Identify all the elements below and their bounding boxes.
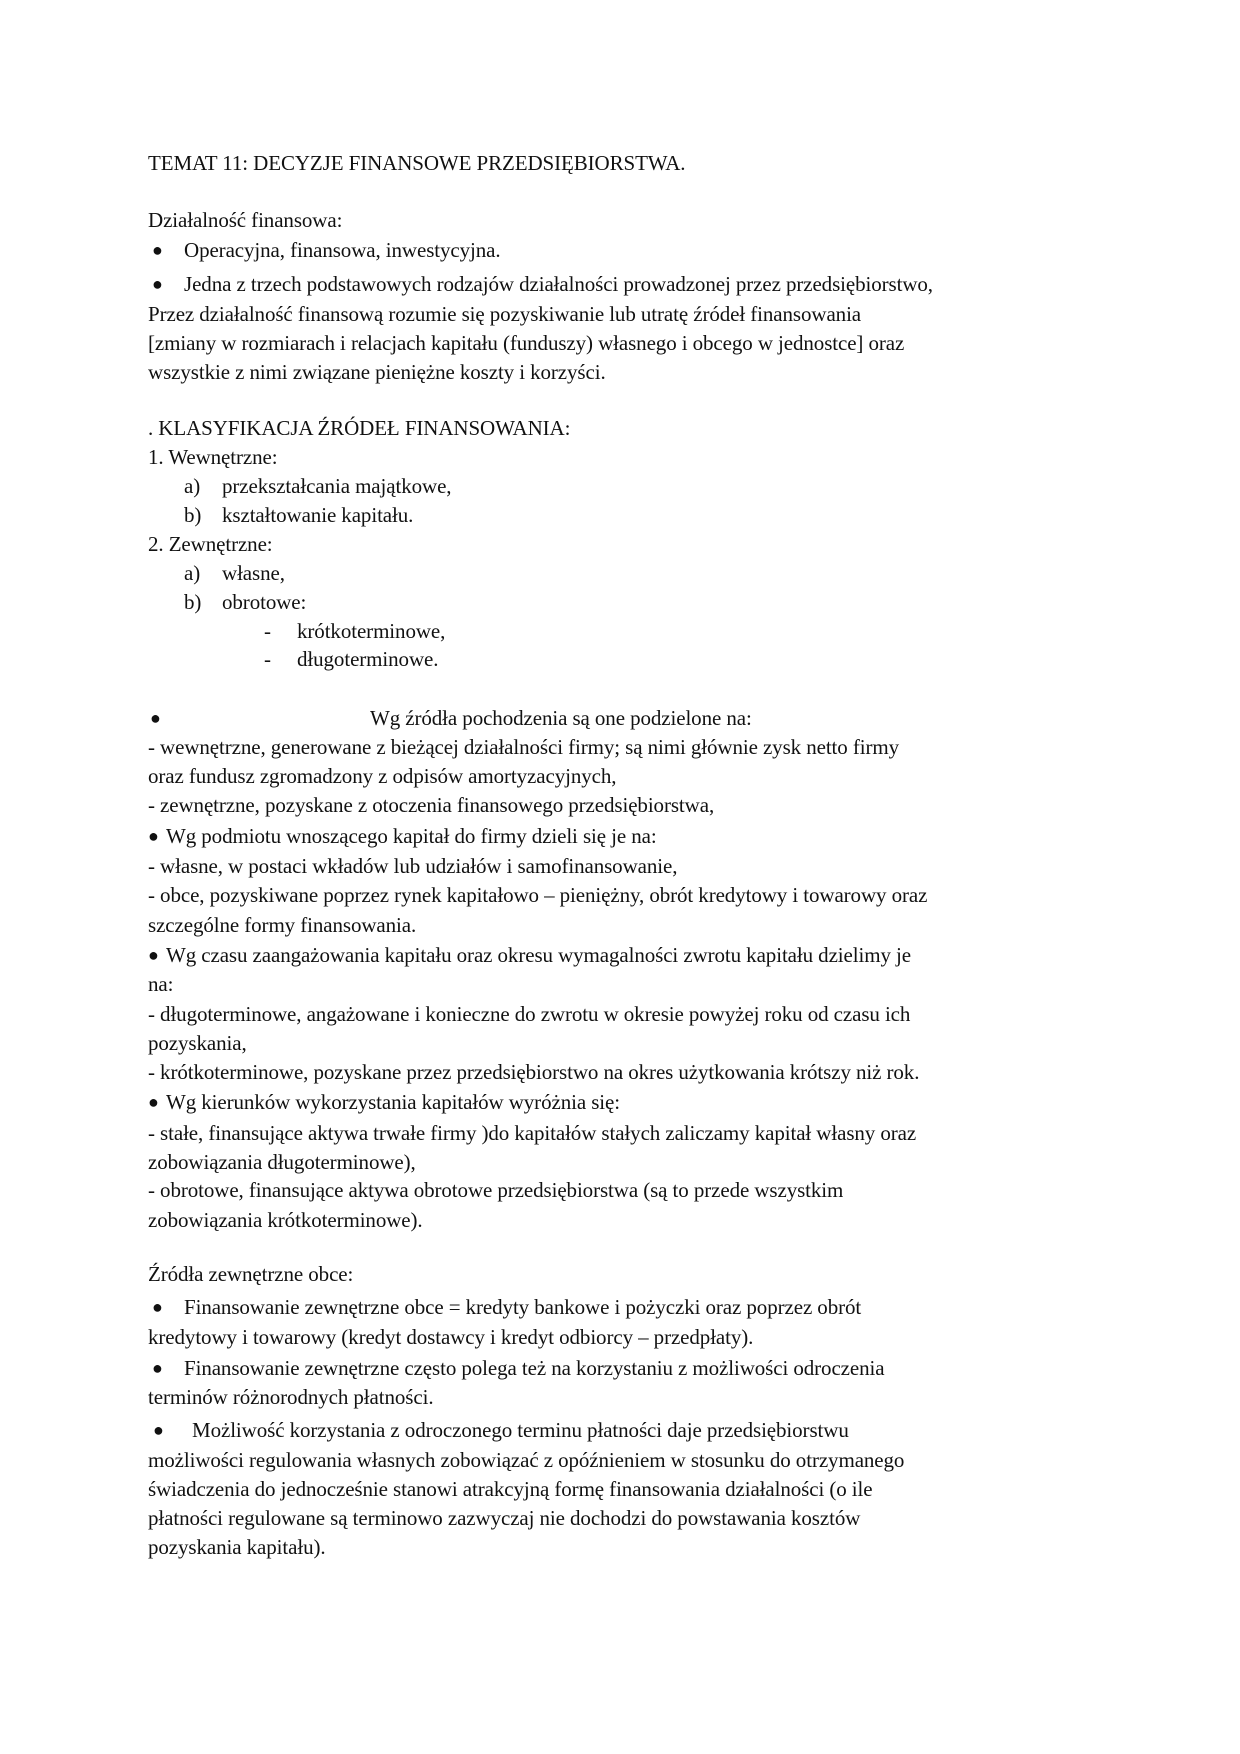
bullet-item: Finansowanie zewnętrzne często polega też na korzystaniu z możliwości odroczenia <box>184 1356 885 1380</box>
list-marker: - <box>264 619 271 643</box>
list-marker: b) <box>184 590 202 614</box>
paragraph-line: 1. Wewnętrzne: <box>148 445 278 469</box>
paragraph-line: - własne, w postaci wkładów lub udziałów i samofinansowanie, <box>148 854 678 878</box>
paragraph-line: Działalność finansowa: <box>148 208 343 232</box>
list-marker: b) <box>184 503 202 527</box>
paragraph-line: . KLASYFIKACJA ŹRÓDEŁ FINANSOWANIA: <box>148 416 571 440</box>
paragraph-line: - krótkoterminowe, pozyskane przez przedsiębiorstwo na okres użytkowania krótszy niż rok. <box>148 1060 920 1084</box>
paragraph-line: wszystkie z nimi związane pieniężne koszty i korzyści. <box>148 360 606 384</box>
list-marker: - <box>264 647 271 671</box>
paragraph-line: płatności regulowane są terminowo zazwyczaj nie dochodzi do powstawania kosztów <box>148 1506 861 1530</box>
bullet-icon: ● <box>152 240 163 260</box>
paragraph-line: - zewnętrzne, pozyskane z otoczenia finansowego przedsiębiorstwa, <box>148 793 715 817</box>
bullet-icon: ● <box>148 945 159 965</box>
list-item: własne, <box>222 561 285 585</box>
paragraph-line: - stałe, finansujące aktywa trwałe firmy )do kapitałów stałych zaliczamy kapitał własny oraz <box>148 1121 917 1145</box>
bullet-icon: ● <box>152 274 163 294</box>
list-item: przekształcania majątkowe, <box>222 474 452 498</box>
bullet-icon: ● <box>150 708 161 728</box>
paragraph-line: świadczenia do jednocześnie stanowi atrakcyjną formę finansowania działalności (o ile <box>148 1477 873 1501</box>
paragraph-line: terminów różnorodnych płatności. <box>148 1385 434 1409</box>
bullet-item: Wg kierunków wykorzystania kapitałów wyróżnia się: <box>166 1090 620 1114</box>
list-item: obrotowe: <box>222 590 307 614</box>
bullet-icon: ● <box>153 1420 164 1440</box>
list-item: krótkoterminowe, <box>297 619 446 643</box>
bullet-item: Operacyjna, finansowa, inwestycyjna. <box>184 238 501 262</box>
bullet-icon: ● <box>152 1297 163 1317</box>
paragraph-line: - wewnętrzne, generowane z bieżącej działalności firmy; są nimi głównie zysk netto firmy <box>148 735 899 759</box>
bullet-item: Wg podmiotu wnoszącego kapitał do firmy dzieli się je na: <box>166 824 657 848</box>
bullet-item: Wg źródła pochodzenia są one podzielone na: <box>370 706 752 730</box>
list-item: długoterminowe. <box>297 647 439 671</box>
paragraph-line: Źródła zewnętrzne obce: <box>148 1262 354 1286</box>
paragraph-line: - długoterminowe, angażowane i konieczne do zwrotu w okresie powyżej roku od czasu ich <box>148 1002 911 1026</box>
bullet-icon: ● <box>152 1358 163 1378</box>
bullet-item: Jedna z trzech podstawowych rodzajów działalności prowadzonej przez przedsiębiorstwo, <box>184 272 933 296</box>
bullet-icon: ● <box>148 826 159 846</box>
bullet-item: Wg czasu zaangażowania kapitału oraz okresu wymagalności zwrotu kapitału dzielimy je <box>166 943 911 967</box>
bullet-item: Możliwość korzystania z odroczonego terminu płatności daje przedsiębiorstwu <box>192 1418 849 1442</box>
bullet-item: Finansowanie zewnętrzne obce = kredyty bankowe i pożyczki oraz poprzez obrót <box>184 1295 862 1319</box>
paragraph-line: pozyskania kapitału). <box>148 1535 326 1559</box>
paragraph-line: [zmiany w rozmiarach i relacjach kapitału (funduszy) własnego i obcego w jednostce] oraz <box>148 331 905 355</box>
list-item: kształtowanie kapitału. <box>222 503 414 527</box>
paragraph-line: na: <box>148 972 174 996</box>
paragraph-line: zobowiązania długoterminowe), <box>148 1150 416 1174</box>
paragraph-line: zobowiązania krótkoterminowe). <box>148 1208 423 1232</box>
paragraph-line: Przez działalność finansową rozumie się pozyskiwanie lub utratę źródeł finansowania <box>148 302 862 326</box>
paragraph-line: - obrotowe, finansujące aktywa obrotowe przedsiębiorstwa (są to przede wszystkim <box>148 1178 844 1202</box>
bullet-icon: ● <box>148 1092 159 1112</box>
list-marker: a) <box>184 474 201 498</box>
list-marker: a) <box>184 561 201 585</box>
paragraph-line: - obce, pozyskiwane poprzez rynek kapitałowo – pieniężny, obrót kredytowy i towarowy oraz <box>148 883 928 907</box>
paragraph-line: pozyskania, <box>148 1031 247 1055</box>
paragraph-line: kredytowy i towarowy (kredyt dostawcy i kredyt odbiorcy – przedpłaty). <box>148 1325 754 1349</box>
paragraph-line: szczególne formy finansowania. <box>148 913 417 937</box>
paragraph-line: 2. Zewnętrzne: <box>148 532 273 556</box>
paragraph-line: możliwości regulowania własnych zobowiązać z opóźnieniem w stosunku do otrzymanego <box>148 1448 905 1472</box>
paragraph-line: oraz fundusz zgromadzony z odpisów amortyzacyjnych, <box>148 764 617 788</box>
document-title: TEMAT 11: DECYZJE FINANSOWE PRZEDSIĘBIORSTWA. <box>148 151 686 175</box>
